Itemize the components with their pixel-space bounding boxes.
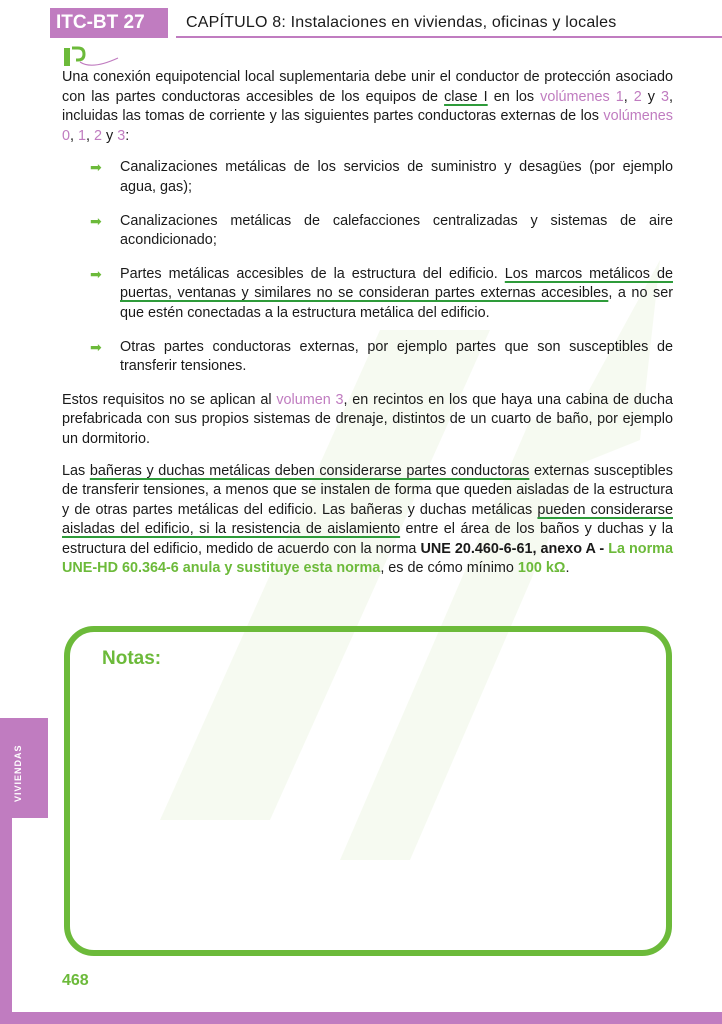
notes-box[interactable] (64, 626, 672, 956)
intro-paragraph: Una conexión equipotencial local suplementaria debe unir el conductor de protección asociado con las partes conductoras accesibles de los equipos de clase I en los volúmenes 1, 2 y 3, incluidas las tomas de corriente y las siguientes partes conductoras externas de los volúmenes 0, 1, 2 y 3: (62, 69, 673, 144)
chapter-title: CAPÍTULO 8: Instalaciones en viviendas, oficinas y locales (186, 14, 617, 31)
paragraph-exceptions: Estos requisitos no se aplican al volumen 3, en recintos en los que haya una cabina de ducha prefabricada con sus propios sistemas de drenaje, distintos de un cuarto de baño, por ejemplo un dormitorio. (62, 391, 673, 447)
volume-link: volúmenes 0 (62, 108, 673, 144)
chapter-tag: ITC-BT 27 (50, 8, 168, 38)
list-item: ➡ Otras partes conductoras externas, por ejemplo partes que son susceptibles de transferir tensiones. (90, 338, 673, 375)
arrow-right-icon: ➡ (90, 265, 102, 282)
list-item: ➡ Canalizaciones metálicas de calefacciones centralizadas y sistemas de aire acondicionado; (90, 212, 673, 249)
underlined-text: pueden considerarse aisladas del edificio, si la resistencia de aislamiento (62, 501, 673, 538)
main-content (62, 68, 673, 591)
side-strip (0, 818, 12, 1024)
section-label: VIVIENDAS (13, 744, 23, 802)
list-item: ➡ Partes metálicas accesibles de la estructura del edificio. Los marcos metálicos de puertas, ventanas y similares no se consideran partes externas accesibles, a no ser que estén conectadas a la estructura metálica del edificio. (90, 265, 673, 321)
arrow-right-icon: ➡ (90, 212, 102, 229)
list-item: ➡ Canalizaciones metálicas de los servicios de suministro y desagües (por ejemplo agua, gas); (90, 159, 673, 195)
notes-title: Notas: (102, 648, 162, 669)
norm-reference: UNE 20.460-6-61 (420, 540, 533, 557)
resistance-value: 100 kΩ (517, 560, 566, 577)
arrow-right-icon: ➡ (90, 338, 102, 355)
arrow-right-icon: ➡ (90, 159, 102, 176)
brand-logo-icon (62, 44, 122, 68)
header-rule (176, 36, 722, 38)
bullet-list (62, 158, 673, 376)
clase-i-underlined: clase I (444, 88, 488, 105)
norm-update-note: La norma UNE-HD 60.364-6 anula y sustituye esta norma (62, 540, 673, 577)
volume-link: volumen 3 (276, 391, 344, 408)
underlined-text: Los marcos metálicos de puertas, ventanas y similares no se consideran partes externas accesibles (120, 265, 673, 302)
volume-link: volúmenes 1 (540, 88, 624, 105)
section-side-tab (0, 718, 48, 818)
underlined-text: bañeras y duchas metálicas deben considerarse partes conductoras (89, 462, 530, 479)
page-number: 468 (62, 972, 89, 989)
paragraph-baths: Las bañeras y duchas metálicas deben considerarse partes conductoras externas susceptibles de transferir tensiones, a menos que se instalen de forma que queden aisladas de la estructura y de otras partes metálicas del edificio. Las bañeras y duchas metálicas pueden considerarse aisladas del edificio, si la resistencia de aislamiento entre el área de los baños y duchas y la estructura del edificio, medido de acuerdo con la norma UNE 20.460-6-61, anexo A - La norma UNE-HD 60.364-6 anula y sustituye esta norma, es de cómo mínimo 100 kΩ. (62, 462, 674, 577)
bottom-bar (0, 1012, 722, 1024)
